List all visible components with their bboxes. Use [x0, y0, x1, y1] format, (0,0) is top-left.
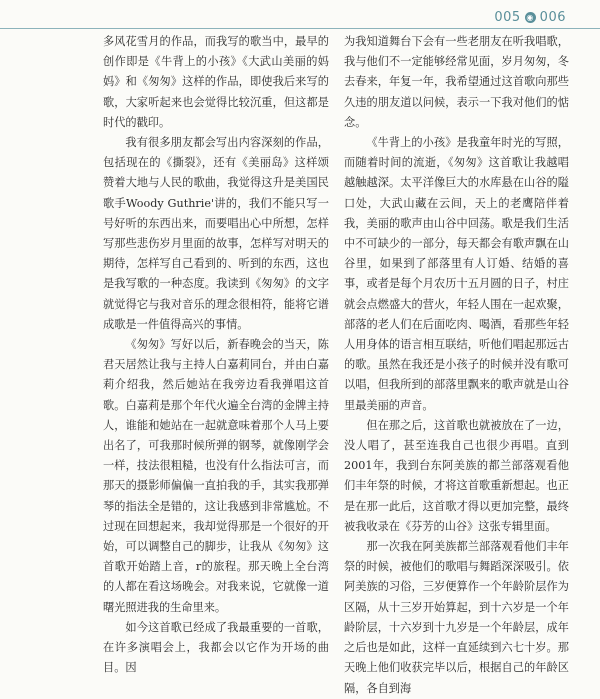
- paragraph: 《牛背上的小孩》是我童年时光的写照，而随着时间的流逝，《匆匆》这首歌让我越唱越触越深。太平洋像巨大的水库悬在山谷的隘口处，大武山藏在云间，天上的老鹰陪伴着我，美丽的歌声由山谷中回荡。歌是我们生活中不可缺少的一部分，每天都会有歌声飘在山谷里，如果到了部落里有人订婚、结婚的喜事，或者是每个月农历十五月圆的日子，村庄就会点燃盛大的营火，年轻人围在一起欢聚，部落的老人们在后面吃肉、喝酒，看那些年轻人用身体的语言相互联结，听他们唱起那远古的歌。虽然在我还是小孩子的时候并没有歌可以唱，但我所到的部落里飘来的歌声就是山谷里最美丽的声音。: [344, 136, 569, 412]
- paragraph: 我有很多朋友都会写出内容深刻的作品，包括现在的《撕裂》，还有《美丽岛》这样颂赞着大地与人民的歌曲，我觉得这升是美国民歌手Woody Guthrie'讲的，我们不能只写一号好听的东西出来，而要唱出心中所想，怎样写那些悲伤岁月里面的故事，怎样写对明天的期待，怎样写自己看到的、听到的东西，这也是我写歌的一种态度。我读到《匆匆》的文字就觉得它与我对音乐的理念很相符，能将它谱成歌是一件值得高兴的事情。: [103, 136, 329, 331]
- paragraph: 为我知道舞台下会有一些老朋友在听我唱歌，我与他们不一定能够经常见面，岁月匆匆，冬去春来，年复一年，我希望通过这首歌向那些久违的朋友道以问候，表示一下我对他们的惦念。: [344, 35, 569, 129]
- page-number-left: 005: [494, 9, 521, 25]
- right-column: [344, 32, 569, 699]
- paragraph: 《匆匆》写好以后，新春晚会的当天，陈君天居然让我与主持人白嘉莉同台，并由白嘉莉介绍我，然后她站在我旁边看我弹唱这首歌。白嘉莉是那个年代火遍全台湾的金牌主持人，谁能和她站在一起就意味着那个人马上要出名了，可我那时候所弹的钢琴，就像刚学会一样，技法很粗糙，也没有什么指法可言，而那天的摄影师偏偏一直拍我的手，其实我那弹琴的指法全是错的，这让我感到非常尴尬。不过现在回想起来，我却觉得那是一个很好的开始，可以调整自己的脚步，让我从《匆匆》这首歌开始踏上音，r的旅程。那天晚上全台湾的人都在看这场晚会。对我来说，它就像一道曙光照进我的生命里来。: [103, 338, 329, 614]
- page-number-right: 006: [539, 9, 566, 25]
- page-number-header: [494, 6, 566, 28]
- page-divider-icon: ◉: [526, 12, 534, 22]
- paragraph: 那一次我在阿美族都兰部落观看他们丰年祭的时候，被他们的歌唱与舞蹈深深吸引。依阿美族的习俗，三岁便算作一个年龄阶层作为区隔，从十三岁开始算起，到十六岁是一个年龄阶层，十六岁到十九岁是一个年龄层，成年之后也是如此，这样一直延续到六七十岁。那天晚上他们收获完毕以后，根据自己的年龄区隔，各自到海: [344, 540, 569, 695]
- paragraph: 如今这首歌已经成了我最重要的一首歌，在许多演唱会上，我都会以它作为开场的曲目。因: [103, 620, 329, 675]
- paragraph: 但在那之后，这首歌也就被放在了一边，没人唱了，甚至连我自己也很少再唱。直到2001年，我到台东阿美族的都兰部落观看他们丰年祭的时候，才将这首歌重新想起。也正是在那一此后，这首歌才得以更加完整，最终被我收录在《芬芳的山谷》这张专辑里面。: [344, 418, 569, 533]
- header-rule: [0, 28, 600, 29]
- paragraph: 多风花雪月的作品，而我写的歌当中，最早的创作即是《牛背上的小孩》《大武山美丽的妈妈》和《匆匆》这样的作品，即使我后来写的歌，大家听起来也会觉得比较沉重，但这都是时代的戳印。: [103, 35, 329, 129]
- left-column: [103, 32, 329, 679]
